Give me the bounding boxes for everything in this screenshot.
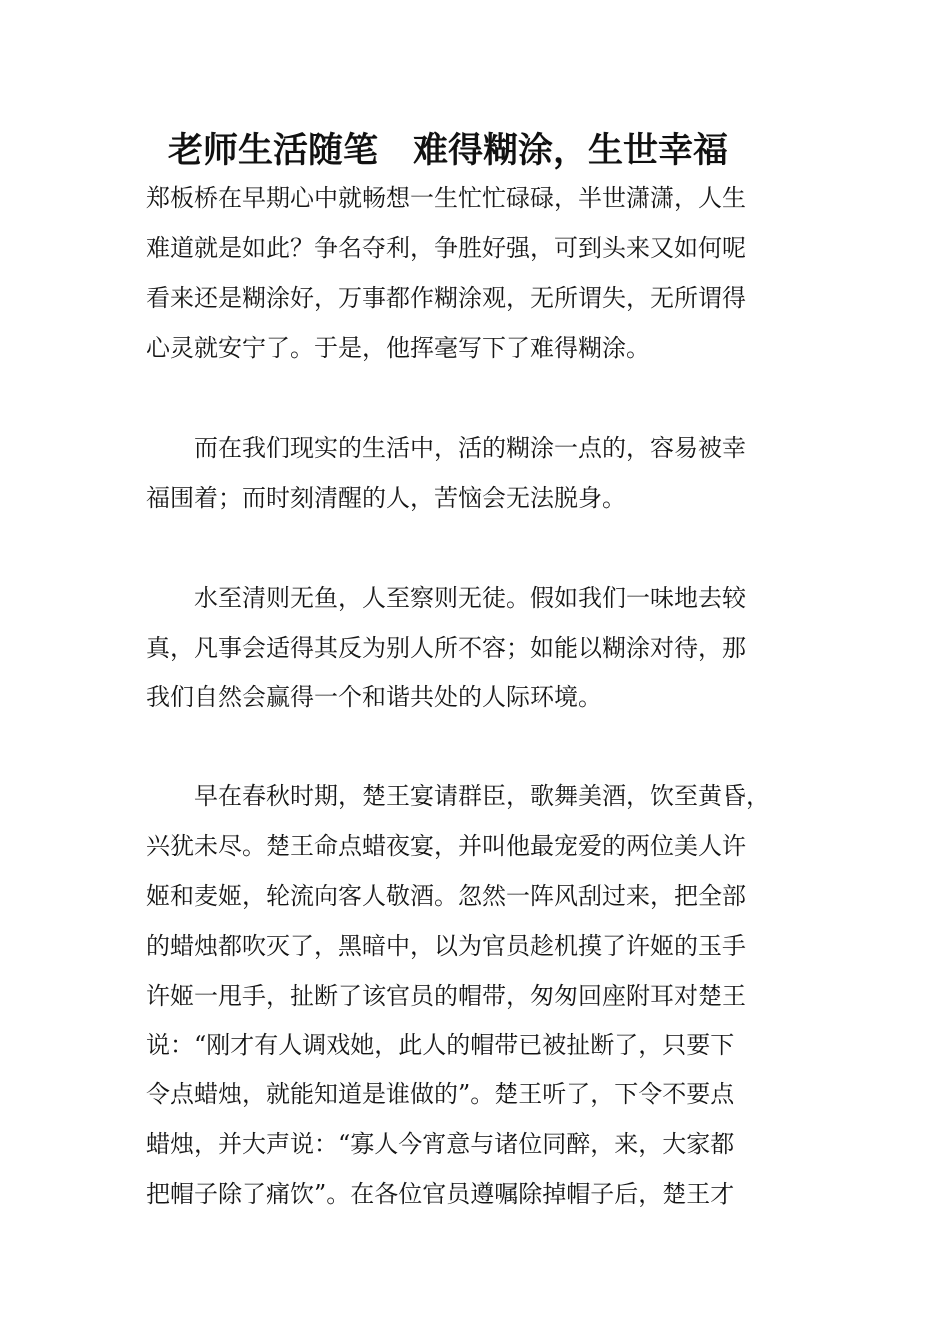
text-line: 真，凡事会适得其反为别人所不容；如能以糊涂对待，那 [146,634,746,662]
text-line: 兴犹未尽。楚王命点蜡夜宴，并叫他最宠爱的两位美人许 [146,832,746,860]
text-line: 令点蜡烛，就能知道是谁做的”。楚王听了，下令不要点 [146,1080,735,1108]
text-line: 我们自然会赢得一个和谐共处的人际环境。 [146,683,602,711]
text-line: 难道就是如此？争名夺利，争胜好强，可到头来又如何呢 [146,234,746,262]
text-line: 把帽子除了痛饮”。在各位官员遵嘱除掉帽子后，楚王才 [146,1180,735,1208]
text-line: 水至清则无鱼，人至察则无徒。假如我们一味地去较 [146,584,746,612]
text-line: 蜡烛，并大声说：“寡人今宵意与诸位同醉，来，大家都 [146,1130,735,1158]
text-line: 郑板桥在早期心中就畅想一生忙忙碌碌，半世潇潇，人生 [146,184,746,212]
text-line: 说：“刚才有人调戏她，此人的帽带已被扯断了，只要下 [146,1031,735,1059]
text-line: 而在我们现实的生活中，活的糊涂一点的，容易被幸 [146,434,746,462]
text-line: 心灵就安宁了。于是，他挥毫写下了难得糊涂。 [146,334,650,362]
text-line: 福围着；而时刻清醒的人，苦恼会无法脱身。 [146,484,626,512]
text-line: 许姬一甩手，扯断了该官员的帽带，匆匆回座附耳对楚王 [146,982,746,1010]
text-line: 姬和麦姬，轮流向客人敬酒。忽然一阵风刮过来，把全部 [146,882,746,910]
document-title: 老师生活随笔 难得糊涂，生世幸福 [168,130,729,171]
text-line: 看来还是糊涂好，万事都作糊涂观，无所谓失，无所谓得 [146,284,746,312]
text-line: 的蜡烛都吹灭了，黑暗中，以为官员趁机摸了许姬的玉手 [146,932,746,960]
text-line: 早在春秋时期，楚王宴请群臣，歌舞美酒，饮至黄昏， [146,782,770,810]
